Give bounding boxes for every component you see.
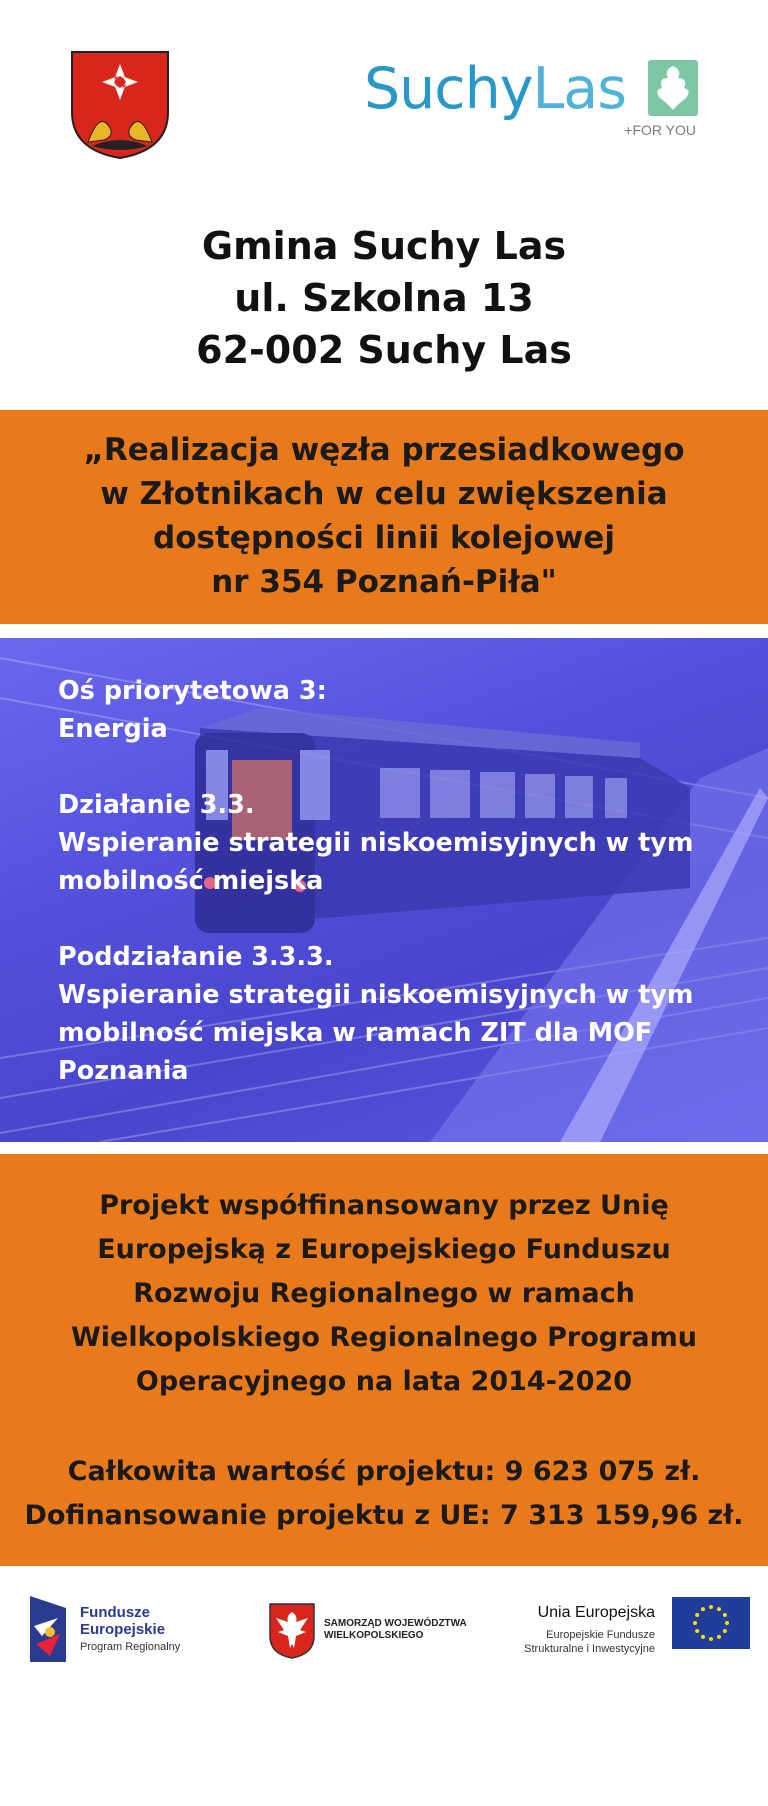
priority-axis-label: Oś priorytetowa 3: bbox=[58, 676, 327, 706]
eu-title: Unia Europejska bbox=[537, 1604, 655, 1621]
measure-line-1: Wspieranie strategii niskoemisyjnych w tym bbox=[58, 828, 694, 858]
eu-star-icon bbox=[709, 1605, 713, 1609]
wielkopolska-government-label: SAMORZĄD WOJEWÓDZTWA WIELKOPOLSKIEGO bbox=[324, 1618, 467, 1641]
project-title bbox=[0, 428, 768, 604]
submeasure-line-2: mobilność miejska w ramach ZIT dla MOF bbox=[58, 1018, 653, 1048]
oak-leaf-icon bbox=[648, 60, 698, 116]
priority-axis-details bbox=[58, 672, 758, 1090]
eu-star-icon bbox=[693, 1621, 697, 1625]
eu-star-icon bbox=[717, 1607, 721, 1611]
measure-line-2: mobilność miejska bbox=[58, 866, 324, 896]
eu-star-icon bbox=[701, 1635, 705, 1639]
project-values bbox=[0, 1450, 768, 1538]
priority-axis-block bbox=[58, 672, 758, 748]
funding-line-1: Projekt współfinansowany przez Unię bbox=[99, 1190, 669, 1221]
eu-star-icon bbox=[695, 1613, 699, 1617]
project-title-line-3: dostępności linii kolejowej bbox=[153, 520, 615, 556]
eu-funds-label: Europejskie Fundusze Strukturalne i Inwestycyjne bbox=[524, 1629, 655, 1655]
fundusze-europejskie-icon bbox=[30, 1596, 70, 1667]
eu-cofinancing-value: Dofinansowanie projektu z UE: 7 313 159,96 zł. bbox=[24, 1500, 744, 1531]
total-project-value: Całkowita wartość projektu: 9 623 075 zł. bbox=[67, 1456, 701, 1487]
measure-label: Działanie 3.3. bbox=[58, 790, 255, 820]
funding-line-2: Europejską z Europejskiego Funduszu bbox=[97, 1234, 671, 1265]
priority-axis-value: Energia bbox=[58, 714, 168, 744]
eu-star-icon bbox=[709, 1637, 713, 1641]
funding-line-5: Operacyjnego na lata 2014-2020 bbox=[135, 1366, 633, 1397]
eu-star-icon bbox=[723, 1629, 727, 1633]
measure-block bbox=[58, 786, 758, 900]
funding-statement bbox=[0, 1184, 768, 1404]
suchy-las-brand-logo bbox=[364, 56, 704, 146]
municipality-address bbox=[0, 220, 768, 376]
address-line-2: ul. Szkolna 13 bbox=[234, 276, 534, 320]
brand-tagline: +FOR YOU bbox=[624, 122, 696, 138]
submeasure-line-1: Wspieranie strategii niskoemisyjnych w tym bbox=[58, 980, 694, 1010]
wielkopolska-eagle-icon bbox=[268, 1602, 316, 1660]
eu-star-icon bbox=[717, 1635, 721, 1639]
funding-line-4: Wielkopolskiego Regionalnego Programu bbox=[71, 1322, 697, 1353]
eu-star-icon bbox=[723, 1613, 727, 1617]
submeasure-block bbox=[58, 938, 758, 1090]
project-title-line-2: w Złotnikach w celu zwiększenia bbox=[100, 476, 668, 512]
address-line-3: 62-002 Suchy Las bbox=[196, 328, 572, 372]
project-title-line-1: „Realizacja węzła przesiadkowego bbox=[83, 432, 685, 468]
submeasure-line-3: Poznania bbox=[58, 1056, 189, 1086]
eu-star-icon bbox=[695, 1629, 699, 1633]
project-title-line-4: nr 354 Poznań-Piła" bbox=[211, 564, 557, 600]
coat-of-arms-icon bbox=[70, 50, 170, 160]
fundusze-europejskie-subtitle: Program Regionalny bbox=[80, 1641, 181, 1653]
eu-flag-icon bbox=[672, 1597, 750, 1649]
eu-star-icon bbox=[701, 1607, 705, 1611]
submeasure-label: Poddziałanie 3.3.3. bbox=[58, 942, 334, 972]
fundusze-europejskie-title: Fundusze Europejskie bbox=[80, 1604, 166, 1638]
funding-line-3: Rozwoju Regionalnego w ramach bbox=[133, 1278, 635, 1309]
address-line-1: Gmina Suchy Las bbox=[201, 224, 567, 268]
eu-star-icon bbox=[725, 1621, 729, 1625]
brand-name: SuchyLas bbox=[364, 56, 626, 122]
